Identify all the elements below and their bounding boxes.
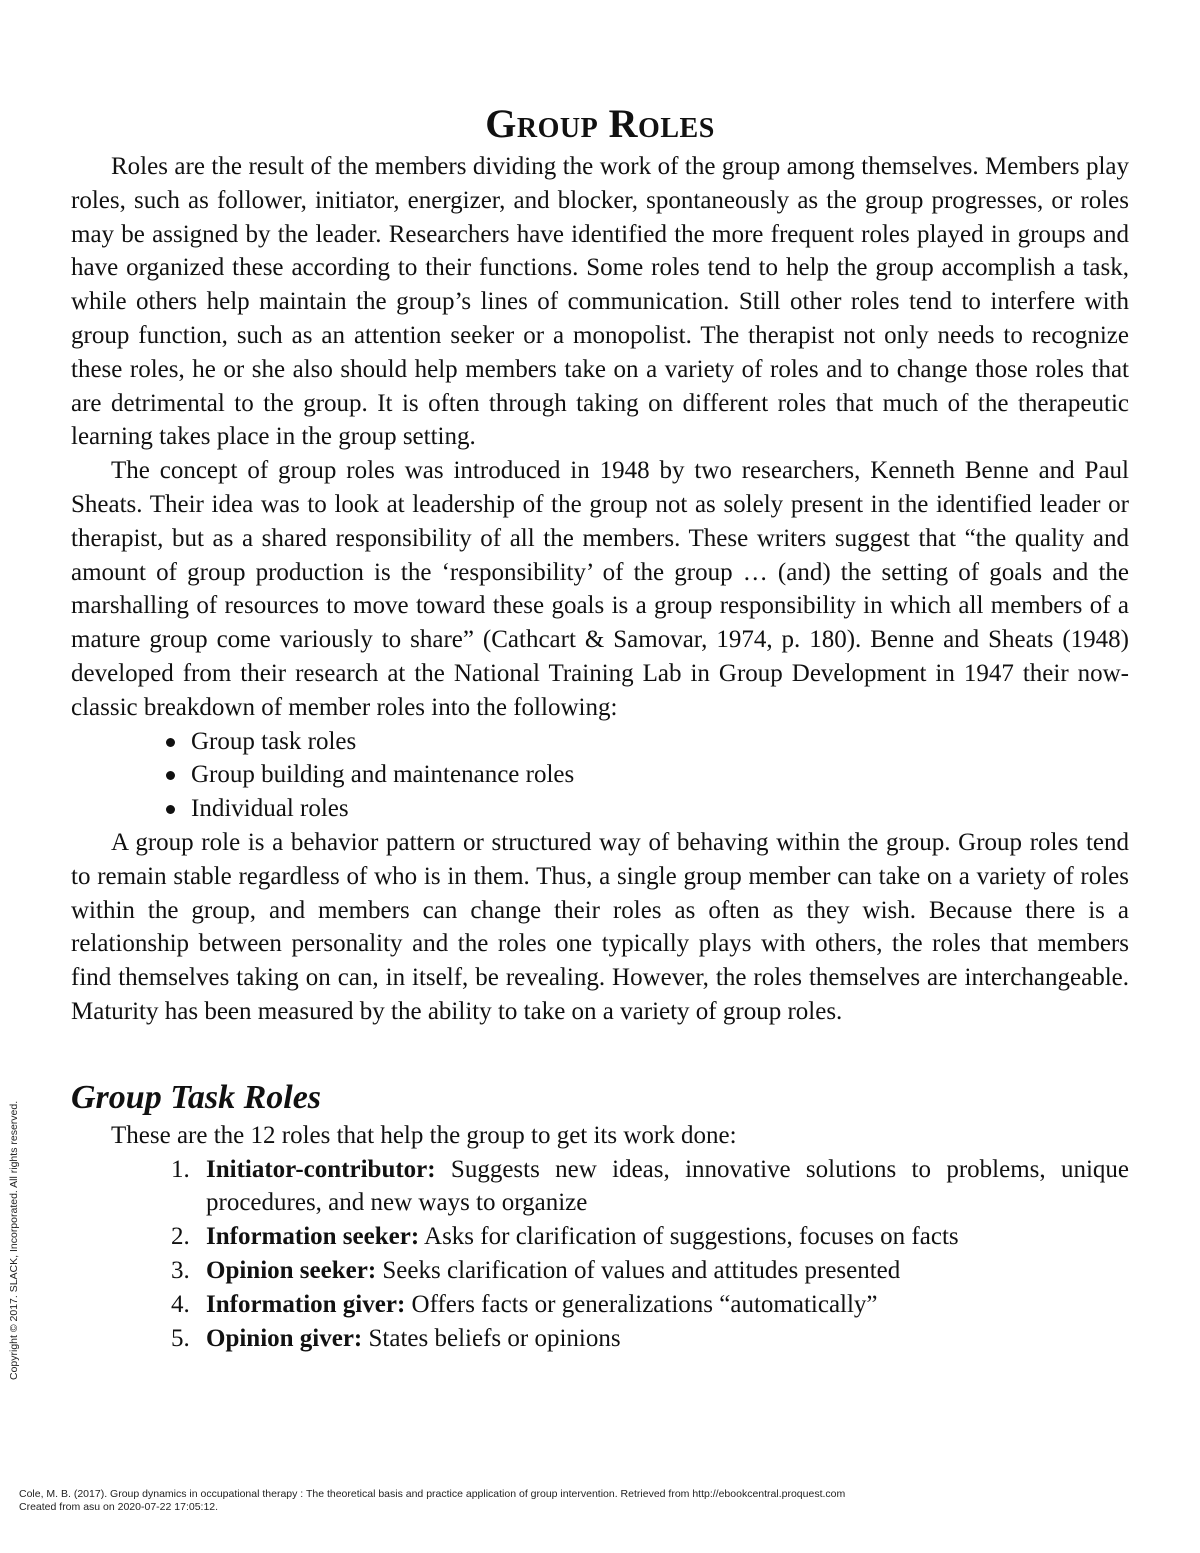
role-description: Offers facts or generalizations “automatically”	[405, 1290, 878, 1318]
copyright-notice: Copyright © 2017. SLACK, Incorporated. All rights reserved.	[8, 1100, 20, 1380]
list-item: 5. Opinion giver: States beliefs or opinions	[171, 1324, 621, 1352]
bullet-icon	[166, 771, 175, 780]
list-item: Group building and maintenance roles	[166, 758, 1129, 792]
role-description: States beliefs or opinions	[362, 1324, 621, 1352]
bullet-icon	[166, 805, 175, 814]
role-term: Initiator-contributor:	[206, 1155, 436, 1183]
list-item: 3. Opinion seeker: Seeks clarification of values and attitudes presented	[171, 1256, 901, 1284]
body-paragraph: A group role is a behavior pattern or structured way of behaving within the group. Group roles tend to remain stable regardless of who is in them. Thus, a single group member can take on a variety of roles within the group, and members can change their roles as often as they wish. Because there is a relationship between personality and the roles one typically plays with others, the roles that members find themselves taking on can, in itself, be revealing. However, the roles themselves are interchangeable. Maturity has been measured by the ability to take on a variety of group roles.	[71, 828, 1129, 1025]
section-heading: Group Task Roles	[71, 1078, 322, 1116]
page-title: Group Roles	[485, 101, 715, 146]
roles-list	[71, 1153, 1129, 1356]
role-term: Opinion giver:	[206, 1324, 363, 1352]
list-item: 2. Information seeker: Asks for clarification of suggestions, focuses on facts	[171, 1223, 959, 1251]
bullet-list	[71, 725, 1129, 826]
role-description: Suggests new ideas, innovative solutions to problems, unique procedures, and new ways to organize	[206, 1155, 1129, 1217]
body-paragraph: The concept of group roles was introduced in 1948 by two researchers, Kenneth Benne and Paul Sheats. Their idea was to look at leadership of the group not as solely present in the identified leader or therapist, but as a shared responsibility of all the members. These writers suggest that “the quality and amount of group production is the ‘responsibility’ of the group … (and) the setting of goals and the marshalling of resources to move toward these goals is a group responsibility in which all members of a mature group come variously to share” (Cathcart & Samovar, 1974, p. 180). Benne and Sheats (1948) developed from their research at the National Training Lab in Group Development in 1947 their now-classic breakdown of member roles into the following:	[71, 457, 1129, 721]
citation-line: Cole, M. B. (2017). Group dynamics in occupational therapy : The theoretical basis and practice application of group intervention. Retrieved from http://ebookcentral.proquest.com	[19, 1488, 846, 1500]
list-item: 1. Initiator-contributor: Suggests new ideas, innovative solutions to problems, unique procedures, and new ways to organize	[171, 1155, 1129, 1217]
role-term: Opinion seeker:	[206, 1256, 377, 1284]
citation-footer	[19, 1488, 845, 1514]
created-line: Created from asu on 2020-07-22 17:05:12.	[19, 1501, 219, 1513]
bullet-icon	[166, 738, 175, 747]
list-item: Group task roles	[166, 725, 1129, 759]
document-page	[71, 100, 1129, 1355]
role-term: Information seeker:	[206, 1223, 420, 1251]
list-item: Individual roles	[166, 792, 1129, 826]
list-item: 4. Information giver: Offers facts or generalizations “automatically”	[171, 1290, 878, 1318]
section-intro: These are the 12 roles that help the group to get its work done:	[111, 1121, 737, 1149]
role-description: Seeks clarification of values and attitudes presented	[376, 1256, 901, 1284]
body-paragraph: Roles are the result of the members dividing the work of the group among themselves. Members play roles, such as follower, initiator, energizer, and blocker, spontaneously as the group progresses, or roles may be assigned by the leader. Researchers have identified the more frequent roles played in groups and have organized these according to their functions. Some roles tend to help the group accomplish a task, while others help maintain the group’s lines of communication. Still other roles tend to interfere with group function, such as an attention seeker or a monopolist. The therapist not only needs to recognize these roles, he or she also should help members take on a variety of roles and to change those roles that are detrimental to the group. It is often through taking on different roles that much of the therapeutic learning takes place in the group setting.	[71, 153, 1129, 451]
role-description: Asks for clarification of suggestions, focuses on facts	[419, 1223, 959, 1251]
role-term: Information giver:	[206, 1290, 406, 1318]
